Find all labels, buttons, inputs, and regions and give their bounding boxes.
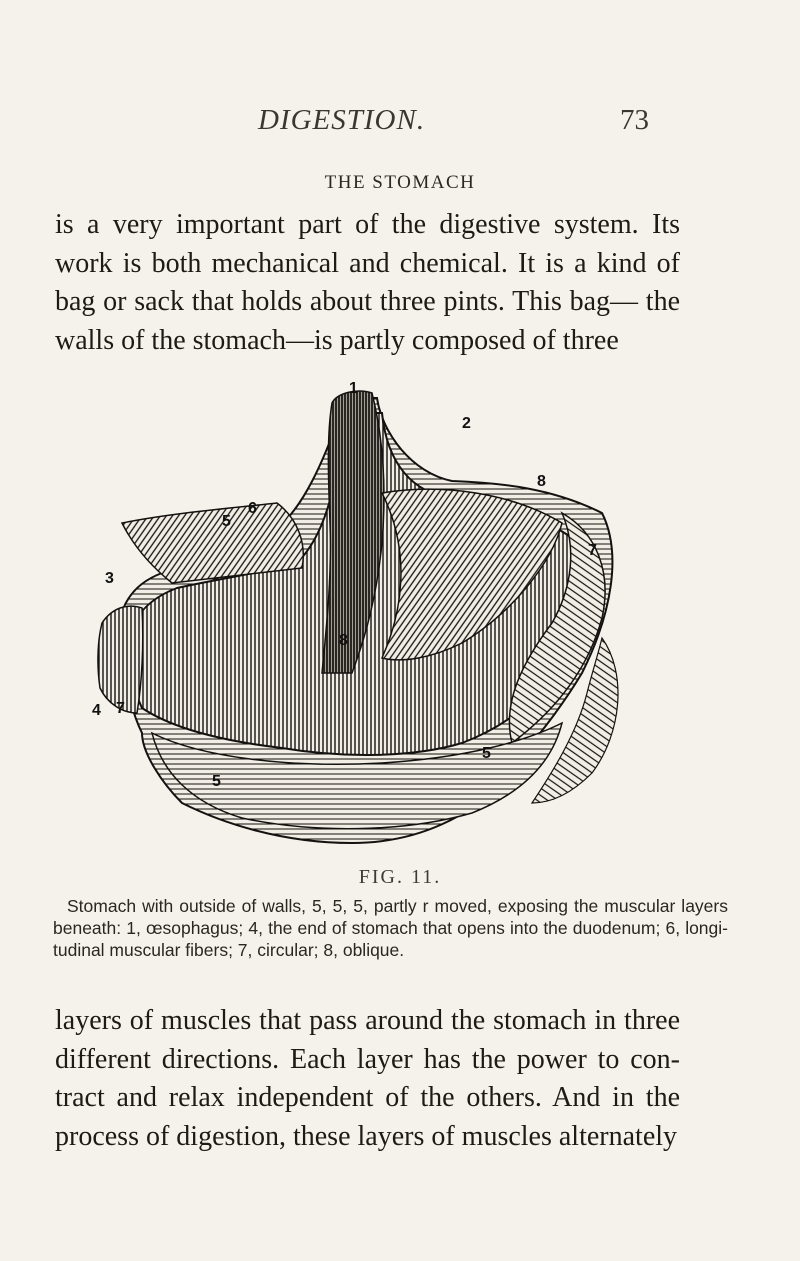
figure-caption: Stomach with outside of walls, 5, 5, 5, partly r moved, exposing the muscular layers beneath: 1, œsophagus; 4, the end of stomach that opens into the duodenum; 6, longi- tudinal muscular fibers; 7, circular; 8, oblique.: [53, 896, 728, 960]
section-heading: THE STOMACH: [324, 172, 476, 193]
label-6: 6: [248, 500, 257, 517]
body-paragraph-top: is a very important part of the digestive system. Its work is both mechanical and chemical. It is a kind of bag or sack that holds about three pints. This bag— the walls of the stomach—is partly composed of three: [55, 209, 680, 356]
running-title: DIGESTION.: [258, 104, 426, 136]
label-5-right: 5: [482, 745, 491, 762]
label-8-center: 8: [339, 632, 348, 649]
label-5-top: 5: [222, 513, 231, 530]
page-number: 73: [620, 104, 649, 136]
longitudinal-fibers: [122, 503, 303, 583]
stomach-illustration: [82, 373, 722, 868]
stomach-engraving-svg: [82, 373, 722, 868]
label-3: 3: [105, 570, 114, 587]
label-8-top: 8: [537, 473, 546, 490]
body-paragraph-bottom: layers of muscles that pass around the stomach in three different directions. Each layer has the power to con- tract and relax independent of the others. And in the process of digestion, these layers of muscles alternately: [55, 1005, 680, 1152]
figure-title: FIG. 11.: [358, 866, 442, 888]
duodenum-end: [98, 606, 143, 713]
running-head: [0, 104, 800, 144]
label-2: 2: [462, 415, 471, 432]
label-5-bottom: 5: [212, 773, 221, 790]
label-7-left: 7: [116, 700, 125, 717]
label-4: 4: [92, 702, 101, 719]
label-7-right: 7: [588, 542, 597, 559]
label-1: 1: [349, 380, 358, 397]
